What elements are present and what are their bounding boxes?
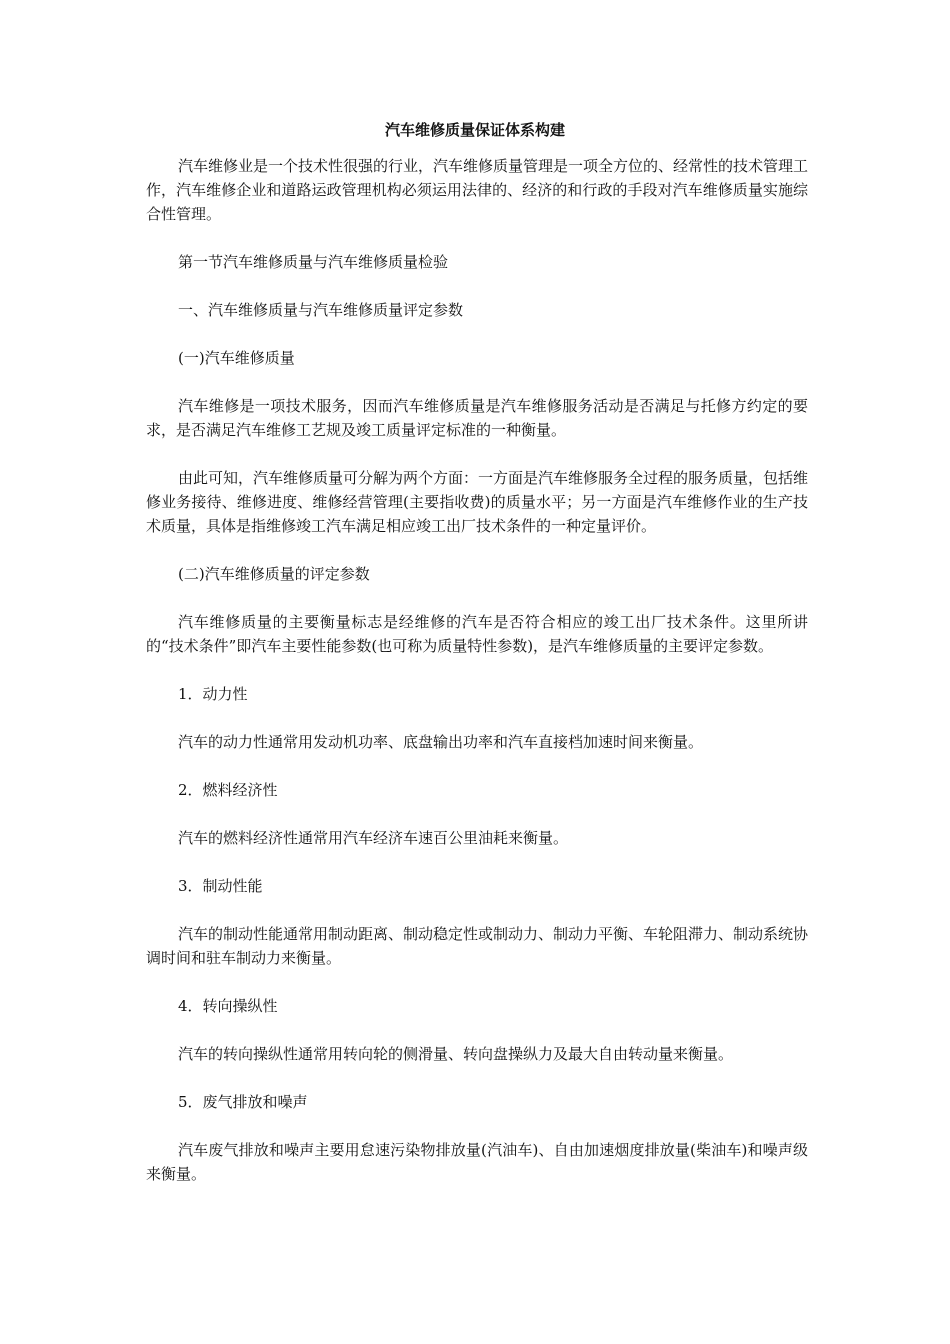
list-item-heading: 2．燃料经济性 xyxy=(178,781,278,799)
subsection-heading: (二)汽车维修质量的评定参数 xyxy=(178,565,370,583)
section-heading: 第一节汽车维修质量与汽车维修质量检验 xyxy=(178,253,449,271)
document-title: 汽车维修质量保证体系构建 xyxy=(384,121,565,139)
document-body xyxy=(146,154,808,1210)
body-paragraph: 汽车维修是一项技术服务，因而汽车维修质量是汽车维修服务活动是否满足与托修方约定的要求，是否满足汽车维修工艺规及竣工质量评定标准的一种衡量。 xyxy=(146,397,808,439)
intro-paragraph: 汽车维修业是一个技术性很强的行业，汽车维修质量管理是一项全方位的、经常性的技术管理工作，汽车维修企业和道路运政管理机构必须运用法律的、经济的和行政的手段对汽车维修质量实施综合性管理。 xyxy=(146,157,809,223)
list-item-text: 汽车的转向操纵性通常用转向轮的侧滑量、转向盘操纵力及最大自由转动量来衡量。 xyxy=(178,1045,734,1063)
list-item-heading: 1．动力性 xyxy=(178,685,248,703)
body-paragraph: 汽车维修质量的主要衡量标志是经维修的汽车是否符合相应的竣工出厂技术条件。这里所讲的“技术条件”即汽车主要性能参数(也可称为质量特性参数)，是汽车维修质量的主要评定参数。 xyxy=(146,613,808,655)
subsection-heading: (一)汽车维修质量 xyxy=(178,349,295,367)
list-item-text: 汽车的燃料经济性通常用汽车经济车速百公里油耗来衡量。 xyxy=(178,829,569,847)
list-item-heading: 5．废气排放和噪声 xyxy=(178,1093,308,1111)
list-item-heading: 3．制动性能 xyxy=(178,877,263,895)
list-item-text: 汽车的动力性通常用发动机功率、底盘输出功率和汽车直接档加速时间来衡量。 xyxy=(178,733,704,751)
subsection-heading: 一、汽车维修质量与汽车维修质量评定参数 xyxy=(178,301,464,319)
list-item-text: 汽车废气排放和噪声主要用怠速污染物排放量(汽油车)、自由加速烟度排放量(柴油车)和噪声级来衡量。 xyxy=(146,1141,808,1183)
body-paragraph: 由此可知，汽车维修质量可分解为两个方面：一方面是汽车维修服务全过程的服务质量，包括维修业务接待、维修进度、维修经营管理(主要指收费)的质量水平；另一方面是汽车维修作业的生产技术质量，具体是指维修竣工汽车满足相应竣工出厂技术条件的一种定量评价。 xyxy=(146,469,809,535)
list-item-heading: 4．转向操纵性 xyxy=(178,997,278,1015)
list-item-text: 汽车的制动性能通常用制动距离、制动稳定性或制动力、制动力平衡、车轮阻滞力、制动系统协调时间和驻车制动力来衡量。 xyxy=(146,925,809,967)
